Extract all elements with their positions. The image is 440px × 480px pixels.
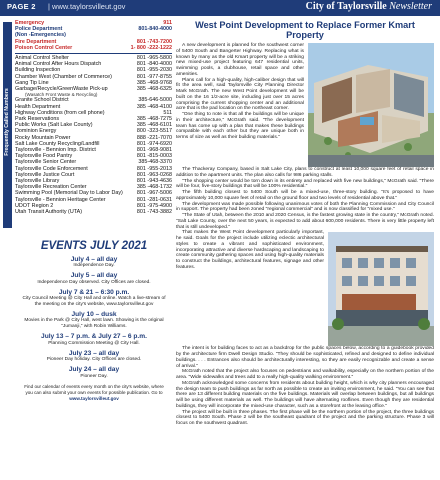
paragraph: The Thackeray Company, based in Salt Lake City, plans to construct at least 10,000 square feet of retail space in addition to the apartment units. The plan also calls for 986 parking stalls. <box>176 167 434 178</box>
emergency-name: Poison Control Center <box>15 44 73 51</box>
directory-name: Public Works (Salt Lake County) <box>15 122 93 129</box>
emergency-number[interactable]: 801 -743-7200 <box>136 38 172 45</box>
directory-name: Animal Control After Hours Dispatch <box>15 61 102 68</box>
directory-number[interactable]: 801 -968-9081 <box>136 147 172 154</box>
events-footer-link[interactable]: www.taylorsvilleut.gov <box>69 395 119 401</box>
directory-number[interactable]: 801 -743-3882 <box>136 209 172 216</box>
directory-name: Utah Transit Authority (UTA) <box>15 209 83 216</box>
paragraph: McGrath noted that the project also focuses on pedestrians and walkability, especially on the northern portion of the area. "Wide sidewalks and trees add to a really high-quality walking environment." <box>176 369 434 380</box>
event-item <box>20 289 168 308</box>
event-date: July 5 – all day <box>70 272 118 280</box>
paragraph: That makes the West Point development particularly important, he said. Goals for the project include utilizing eclectic architectural styles to create a vibrant and sophisticated environment, incorporating attractive and diverse hardscaping and landscaping to create community gathering spaces and using high-quality materials to construct the buildings, architectural features, signage and other features. <box>176 230 324 270</box>
directory-name: Park Reservations <box>15 116 60 123</box>
emergency-number[interactable]: 801-840-4000 <box>138 26 172 33</box>
city-name: City of Taylorsville <box>305 1 387 12</box>
emergency-number[interactable]: 1- 800 -222-1222 <box>130 44 172 51</box>
directory-name: Taylorsville Code Enforcement <box>15 165 88 172</box>
paragraph: "The State of Utah, between the 2010 and 2020 Census, is the fastest growing state in the country," McGrath noted. "Salt Lake County, over the next 50 years, is expected to add about 600,000 residents. There is very little property left that is still undeveloped." <box>176 213 434 230</box>
events-section <box>20 240 168 401</box>
directory-row <box>15 209 172 215</box>
directory-number[interactable]: 385 -468-9768 <box>136 79 172 86</box>
directory-number[interactable]: 801 -943-4636 <box>136 178 172 185</box>
directory-number[interactable]: 801 -977-8755 <box>136 73 172 80</box>
side-ribbon <box>3 22 12 228</box>
event-item <box>20 350 168 363</box>
directory-name: Taylorsville Recreation Center <box>15 184 87 191</box>
event-description: Movies in the Park @ City Hall, west lawn. Showing is the original "Jumanji," with Robin Williams. <box>24 318 164 329</box>
divider <box>15 53 172 54</box>
event-item <box>20 272 168 285</box>
directory-list <box>15 55 172 215</box>
directory-name: Swimming Pool (Memorial Day to Labor Day) <box>15 190 123 197</box>
emergency-name: (Non -Emergencies) <box>15 32 66 39</box>
directory-number[interactable]: 801 -967-5006 <box>136 190 172 197</box>
paragraph: The project will be built in three phases. The first phase will be the northern portion of the project, the three buildings closest to 5400 South. Phase 2 will be the southeast quadrant of the project and the parking structure. Phase 3 will focus on the southwest quadrant. <box>176 409 434 426</box>
article-title: West Point Development to Replace Former Kmart Property <box>195 20 415 40</box>
event-description: City Council Meeting @ City Hall and online. Watch a live-stream of the meeting on the city's website, www.taylorsvilleut.gov <box>22 296 166 307</box>
events-footer <box>20 384 168 401</box>
directory-number[interactable]: 385 -468-6101 <box>136 122 172 129</box>
event-description: Pioneer Day holiday. City Offices are closed. <box>46 357 142 363</box>
directory-name: Gang Tip Line <box>15 79 49 86</box>
directory-name: Taylorsville - Bennion Heritage Center <box>15 196 106 203</box>
paragraph: The fifth building closest to 5400 South will be a mixed-use, three-story building. "It's proposed to have approximately 10,000 square feet of retail on the ground floor and two levels of residential above that." <box>176 190 434 201</box>
directory-number[interactable]: 801 -974-6920 <box>136 140 172 147</box>
emergency-name: Police Department <box>15 26 63 33</box>
paragraph: The intent is for building faces to act as a backdrop for the public spaces below, according to a guidebook provided by the architecture firm Dwell Design Studio. "They should be sophisticated, refined and designed to define individual buildings. . . . Entrances also should be architecturally interesting, so they are easily recognizable and create a sense of arrival." <box>176 346 434 369</box>
emergency-name: Emergency <box>15 20 45 26</box>
event-item <box>20 256 168 269</box>
directory-number[interactable]: 385-468-3370 <box>138 159 172 166</box>
event-description: Independence Day. <box>73 263 115 268</box>
directory-name: Animal Control Shelter <box>15 55 69 62</box>
directory-number[interactable]: 385-646-5000 <box>138 97 172 104</box>
paragraph: "The shopping center would be torn down in its entirety and replaced with five new buildings," McGrath said. "There will be four, five-story buildings that will be 100% residential." <box>176 178 434 190</box>
directory-number[interactable]: 801 -281-0631 <box>136 196 172 203</box>
directory-name: Salt Lake County Recycling/Landfill <box>15 140 100 147</box>
paragraph: McGrath acknowledged some concerns from residents about building height, which is why city planners encouraged the design team to push buildings as far north as possible to create an inviting environment, he said. "You can see that there are 13 different building materials on the five buildings. Materials will overlap between buildings, but all buildings will be using different materials as well. The buildings will have alternating rooflines. Even though they are residential buildings, they will incorporate the mixed-use character, such as a storefront at the leasing office." <box>176 380 434 409</box>
directory-name: Taylorsville Justice Court <box>15 171 75 178</box>
directory-number[interactable]: 511 <box>163 109 172 116</box>
directory-name: Taylorsville Senior Center <box>15 159 77 166</box>
directory-name: Rocky Mountain Power <box>15 134 71 141</box>
directory-number[interactable]: 801 -963-0268 <box>136 171 172 178</box>
events-list <box>20 256 168 380</box>
directory-name: Taylorsville Library <box>15 178 60 185</box>
event-date: July 7 & 21 – 6:30 p.m. <box>58 288 130 296</box>
page-number: PAGE 2 <box>7 2 36 11</box>
directory-number[interactable]: 888 -221-7070 <box>136 134 172 141</box>
website-url[interactable]: | www.taylorsvilleut.gov <box>48 2 126 11</box>
event-item <box>20 311 168 330</box>
emergency-name: Fire Department <box>15 38 57 45</box>
event-description: Pioneer Day. <box>80 373 108 379</box>
article <box>176 20 434 427</box>
directory-number[interactable]: 801 -815-0003 <box>136 153 172 160</box>
events-heading: EVENTS JULY 2021 <box>40 240 148 252</box>
directory-name: Taylorsville - Bennion Imp. District <box>15 147 96 154</box>
paragraph: The development was made possible following unanimous votes of both the Planning Commission and City Council in support. The property had been zoned "regional commercial" and is now classified for "mixed use." <box>176 201 434 213</box>
directory-name: Highway Conditions (from cell phone) <box>15 109 105 116</box>
emergency-number[interactable]: 911 <box>163 20 172 26</box>
event-item <box>20 366 168 379</box>
directory-number[interactable]: 801 -965-5800 <box>136 55 172 62</box>
directory-number[interactable]: 801 -955-2013 <box>136 165 172 172</box>
events-footer-text: Find our calendar of events every month on the city's website, where you can also submit your own events for possible publication. Go to <box>24 384 164 395</box>
event-item <box>20 333 168 346</box>
paragraph: "One thing to note is that all the buildings will be unique in their architecture," McGrath said. "The development team has come up with a plan that makes these buildings compatible with each other but they are unique both in terms of size as well as their building materials." <box>176 112 304 140</box>
development-rendering-image <box>308 43 434 167</box>
directory-number[interactable]: 800 -323-5517 <box>136 128 172 135</box>
emergency-numbers <box>15 20 172 51</box>
directory-name: UDOT Region 2 <box>15 202 54 209</box>
directory-name: Chamber West (Chamber of Commerce) <box>15 73 112 80</box>
newsletter-title <box>306 1 432 12</box>
directory-number[interactable]: 801 -840-4000 <box>136 61 172 68</box>
directory-number[interactable]: 385 -468-7275 <box>136 116 172 123</box>
directory-number[interactable]: 385 -468-6325 <box>136 86 172 93</box>
paragraph: Plans call for a high-quality, high-caliber design that will fit the area well, said Taylorsville City Planning Director Mark McGrath. The new West Point development will be built on the 16 1/2-acre site, including just over 15 acres comprising the current shopping center and an additional acre that is the pad location on the northeast corner. <box>176 77 304 112</box>
directory-number[interactable]: 801 -975-4900 <box>136 202 172 209</box>
phone-directory <box>15 20 172 215</box>
event-date: July 24 – all day <box>68 366 120 374</box>
directory-name: Building Inspection <box>15 67 61 74</box>
newsletter-word: Newsletter <box>389 1 432 12</box>
directory-name: Health Department <box>15 103 61 110</box>
paragraph: A new development is planned for the southwest corner of 5400 South and Bangerter Highway. Replacing what is known by many as the old Kmart property will be a striking new mixed-use project featuring 647 residential units, swimming pools, a clubhouse, retail space and other amenities. <box>176 43 304 77</box>
directory-number[interactable]: 385 -468-4100 <box>136 103 172 110</box>
event-date: July 10 – dusk <box>71 310 117 318</box>
emergency-row <box>15 45 172 51</box>
directory-note: (Wasatch Front Waste & Recycling) <box>25 92 98 98</box>
event-description: Planning Commission Meeting @ City Hall. <box>48 340 140 346</box>
directory-number[interactable]: 801 -955-2030 <box>136 67 172 74</box>
event-date: July 13 – 7 p.m. & July 27 – 6 p.m. <box>41 333 147 341</box>
page-header <box>0 0 440 16</box>
event-date: July 4 – all day <box>70 255 118 263</box>
directory-name: Dominion Energy <box>15 128 57 135</box>
event-date: July 23 – all day <box>68 349 120 357</box>
directory-name: Granite School District <box>15 97 69 104</box>
event-description: Independence Day observed. City Offices are closed. <box>37 279 151 285</box>
ribbon-label: Frequently Called Numbers <box>4 88 10 156</box>
directory-number[interactable]: 385 -468-1732 <box>136 184 172 191</box>
directory-name: Taylorsville Food Pantry <box>15 153 73 160</box>
building-rendering-image <box>328 232 434 346</box>
directory-name: Garbage/Recycle/GreenWaste Pick-up <box>15 86 108 93</box>
